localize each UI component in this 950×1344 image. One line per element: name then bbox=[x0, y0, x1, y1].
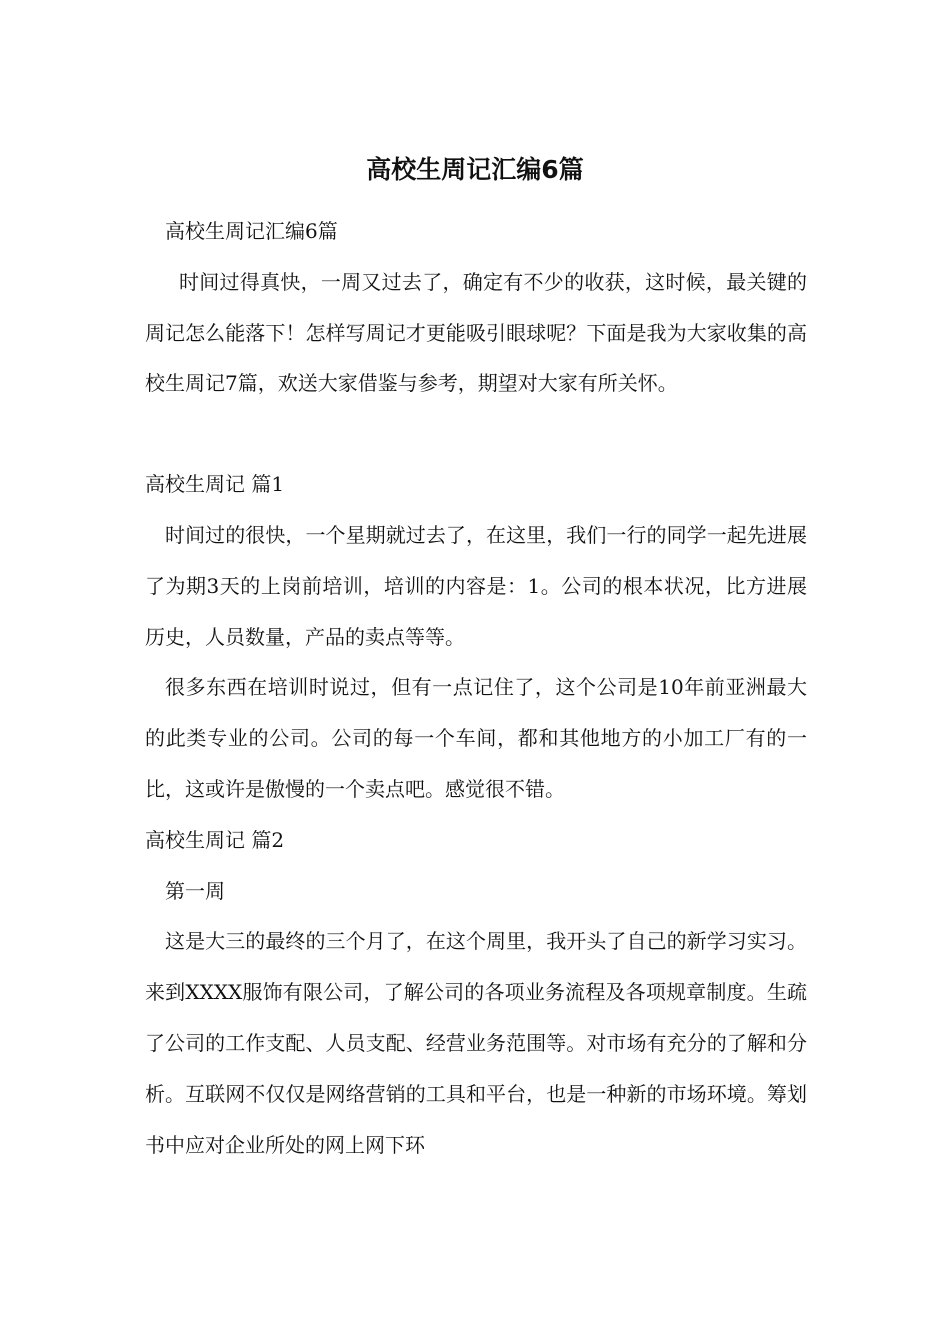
section1-paragraph-2: 很多东西在培训时说过，但有一点记住了，这个公司是10年前亚洲最大的此类专业的公司。公司的每一个车间，都和其他地方的小加工厂有的一比，这或许是傲慢的一个卖点吧。感觉很不错。 bbox=[145, 675, 807, 801]
paragraph-spacer bbox=[145, 409, 807, 459]
section2-paragraph-1: 这是大三的最终的三个月了，在这个周里，我开头了自己的新学习实习。来到XXXX服饰有限公司，了解公司的各项业务流程及各项规章制度。生疏了公司的工作支配、人员支配、经营业务范围等。对市场有充分的了解和分析。互联网不仅仅是网络营销的工具和平台，也是一种新的市场环境。筹划书中应对企业所处的网上网下环 bbox=[145, 929, 807, 1157]
intro-paragraph: 时间过得真快，一周又过去了，确定有不少的收获，这时候，最关键的周记怎么能落下！怎样写周记才更能吸引眼球呢？下面是我为大家收集的高校生周记7篇，欢送大家借鉴与参考，期望对大家有所关怀。 bbox=[145, 269, 807, 396]
document-body bbox=[145, 206, 807, 1170]
section-heading-2: 高校生周记 篇2 bbox=[145, 827, 285, 852]
section1-paragraph-1: 时间过的很快，一个星期就过去了，在这里，我们一行的同学一起先进展了为期3天的上岗前培训，培训的内容是：1。公司的根本状况，比方进展历史，人员数量，产品的卖点等等。 bbox=[145, 522, 807, 649]
document-title: 高校生周记汇编6篇 bbox=[366, 155, 584, 184]
section2-week-label: 第一周 bbox=[165, 878, 225, 903]
section-heading-1: 高校生周记 篇1 bbox=[145, 472, 285, 497]
document-subtitle: 高校生周记汇编6篇 bbox=[165, 219, 338, 243]
